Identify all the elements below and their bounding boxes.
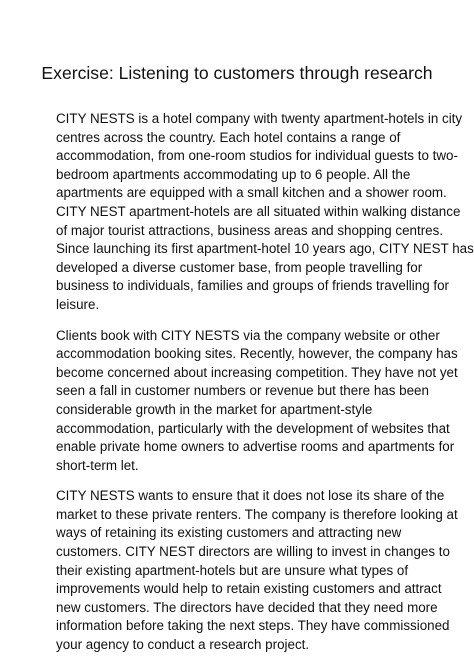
text-line: market to these private renters. The company is therefore looking at <box>56 506 458 522</box>
text-line: centres across the country. Each hotel contains a range of <box>56 129 401 145</box>
text-line: CITY NESTS wants to ensure that it does not lose its share of the <box>56 488 445 504</box>
text-line: accommodation, particularly with the development of websites that <box>56 420 450 436</box>
document-body <box>56 110 474 667</box>
text-line: apartments are equipped with a small kitchen and a shower room. <box>56 185 447 201</box>
text-line: considerable growth in the market for apartment-style <box>56 401 373 417</box>
text-line: short-term let. <box>56 457 139 473</box>
text-line: ways of retaining its existing customers and attracting new <box>56 525 402 541</box>
text-line: CITY NEST apartment-hotels are all situated within walking distance <box>56 203 461 219</box>
text-line: business to individuals, families and groups of friends travelling for <box>56 278 449 294</box>
text-line: their existing apartment-hotels but are unsure what types of <box>56 562 409 578</box>
text-line: improvements would help to retain existing customers and attract <box>56 581 442 597</box>
text-line: enable private home owners to advertise rooms and apartments for <box>56 439 455 455</box>
text-line: Clients book with CITY NESTS via the company website or other <box>56 327 440 343</box>
text-line: new customers. The directors have decided that they need more <box>56 599 438 615</box>
text-line: leisure. <box>56 296 100 312</box>
text-line: seen a fall in customer numbers or revenue but there has been <box>56 383 429 399</box>
text-line: your agency to conduct a research project. <box>56 637 310 653</box>
text-line: developed a diverse customer base, from people travelling for <box>56 259 423 275</box>
paragraph-2 <box>56 327 458 476</box>
text-line: customers. CITY NEST directors are willing to invest in changes to <box>56 544 450 560</box>
text-line: accommodation booking sites. Recently, however, the company has <box>56 346 458 362</box>
text-line: become concerned about increasing competition. They have not yet <box>56 364 458 380</box>
text-line: bedroom apartments accommodating up to 6 people. All the <box>56 166 411 182</box>
paragraph-3 <box>56 487 458 654</box>
text-line: CITY NESTS is a hotel company with twenty apartment-hotels in city <box>56 111 463 126</box>
text-line: Since launching its first apartment-hotel 10 years ago, CITY NEST has <box>56 241 474 257</box>
text-line: information before taking the next steps. They have commissioned <box>56 618 450 634</box>
paragraph-1 <box>56 110 474 315</box>
page-title: Exercise: Listening to customers through research <box>41 63 433 83</box>
text-line: accommodation, from one-room studios for individual guests to two- <box>56 148 458 164</box>
text-line: of major tourist attractions, business areas and shopping centres. <box>56 222 444 238</box>
